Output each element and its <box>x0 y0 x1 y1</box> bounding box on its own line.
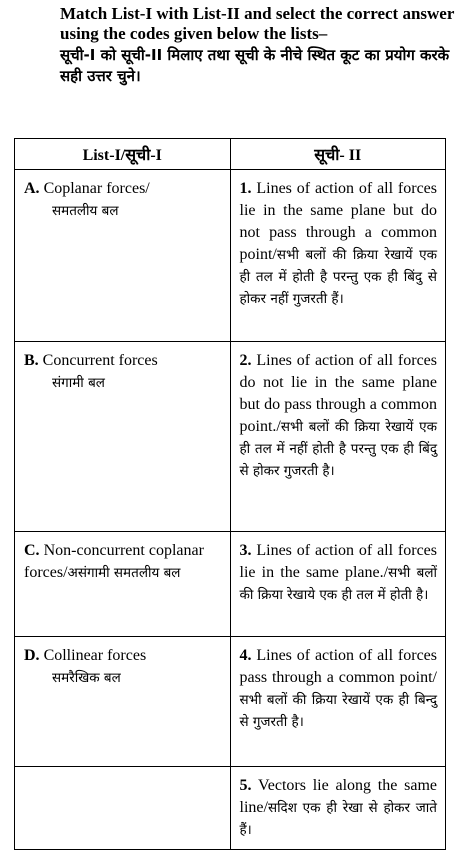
match-table <box>14 138 446 850</box>
item-text-hi: सभी बलों की क्रिया रेखायें एक ही बिन्दु से गुजरती है। <box>239 692 437 730</box>
item-label: C. <box>24 542 40 559</box>
item-label: 5. <box>239 777 252 794</box>
item-text-en: Coplanar forces/ <box>43 180 150 197</box>
item-text-hi: सभी बलों की क्रिया रेखायें एक ही तल में होती है परन्तु एक ही बिंदु से होकर नहीं गुजरती हैं। <box>239 247 437 307</box>
item-text-hi: समतलीय बल <box>52 203 119 219</box>
item-text-en: Vectors lie along the same line/ <box>239 777 437 816</box>
list1-cell <box>15 532 231 637</box>
item-text-hi: समरैखिक बल <box>52 670 121 686</box>
question-hindi: सूची-I को सूची-II मिलाए तथा सूची के नीचे स्थित कूट का प्रयोग करके सही उत्तर चुने। <box>60 46 450 85</box>
item-text-en: Lines of action of all forces pass through a common point/ <box>239 647 438 686</box>
item-label: 3. <box>239 542 252 559</box>
item-text-hi: सदिश एक ही रेखा से होकर जाते हैं। <box>239 800 437 838</box>
list1-cell <box>15 170 231 342</box>
header-list2: सूची- II <box>230 139 446 170</box>
item-text-en: Lines of action of all forces lie in the same plane./ <box>239 542 438 581</box>
item-text-en: Lines of action of all forces lie in the same plane but do not pass through a common point/ <box>239 180 438 263</box>
question-english: Match List-I with List-II and select the correct answer using the codes given below the lists– <box>60 4 455 43</box>
table-row <box>15 767 446 850</box>
list2-cell <box>230 170 446 342</box>
item-text-hi: असंगामी समतलीय बल <box>67 565 181 581</box>
item-text-en: Non-concurrent coplanar forces/ <box>24 542 204 581</box>
list2-cell <box>230 532 446 637</box>
table-row <box>15 170 446 342</box>
item-text-hi: सभी बलों की क्रिया रेखाये एक ही तल में होती है। <box>239 565 437 603</box>
list1-cell <box>15 637 231 767</box>
table-row <box>15 637 446 767</box>
question-text <box>60 4 458 87</box>
item-text-en: Concurrent forces <box>42 352 158 369</box>
item-label: 4. <box>239 647 252 664</box>
item-label: 1. <box>239 180 252 197</box>
item-text-en: Collinear forces <box>43 647 147 664</box>
item-label: B. <box>24 352 39 369</box>
list1-cell <box>15 342 231 532</box>
item-label: A. <box>24 180 40 197</box>
item-label: 2. <box>239 352 252 369</box>
item-label: D. <box>24 647 40 664</box>
table-header-row <box>15 139 446 170</box>
table-row <box>15 342 446 532</box>
list2-cell <box>230 342 446 532</box>
list1-cell <box>15 767 231 850</box>
list2-cell <box>230 767 446 850</box>
item-text-en: Lines of action of all forces do not lie in the same plane but do pass through a common point./ <box>239 352 438 435</box>
list2-cell <box>230 637 446 767</box>
item-text-hi: सभी बलों की क्रिया रेखायें एक ही तल में नहीं होती है परन्तु एक ही बिंदु से होकर गुजरती है। <box>239 419 437 479</box>
table-row <box>15 532 446 637</box>
header-list1: List-I/सूची-I <box>15 139 231 170</box>
item-text-hi: संगामी बल <box>52 375 105 391</box>
